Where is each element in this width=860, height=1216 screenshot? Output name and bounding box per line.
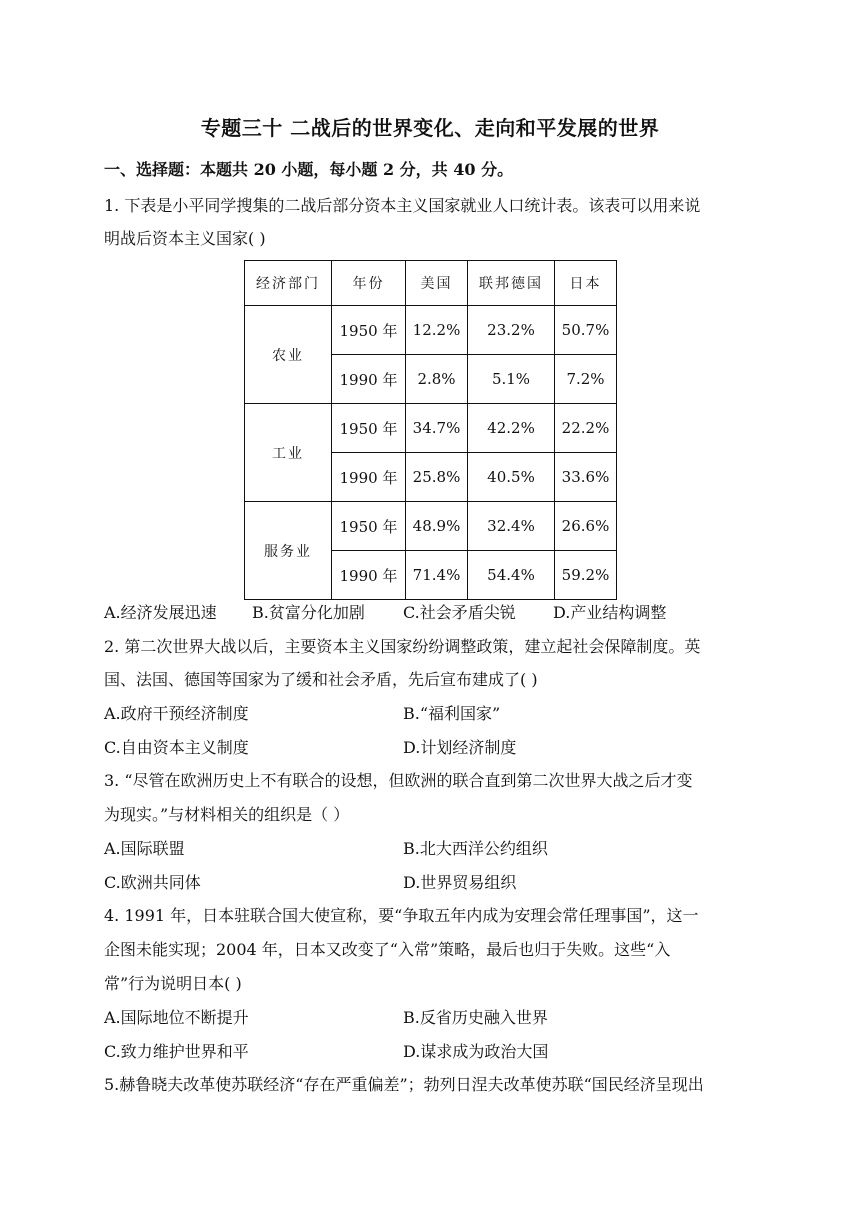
question-3-stem-line-1: 3. “尽管在欧洲历史上不有联合的设想，但欧洲的联合直到第二次世界大战之后才变 bbox=[104, 771, 693, 790]
value-cell: 23.2% bbox=[468, 306, 555, 355]
value-cell: 26.6% bbox=[555, 502, 617, 551]
option-a: A.经济发展迅速 bbox=[104, 603, 217, 622]
option-d: D.谋求成为政治大国 bbox=[403, 1042, 549, 1061]
table-header-cell: 美国 bbox=[406, 261, 468, 306]
question-1-stem-line-2: 明战后资本主义国家( ) bbox=[104, 229, 266, 248]
value-cell: 32.4% bbox=[468, 502, 555, 551]
option-b: B.“福利国家” bbox=[403, 704, 501, 723]
question-4-stem-line-3: 常”行为说明日本( ) bbox=[104, 974, 242, 993]
option-c: C.欧洲共同体 bbox=[104, 873, 201, 892]
value-cell: 42.2% bbox=[468, 404, 555, 453]
value-cell: 71.4% bbox=[406, 551, 468, 600]
table-header-cell: 年份 bbox=[332, 261, 406, 306]
value-cell: 54.4% bbox=[468, 551, 555, 600]
value-cell: 59.2% bbox=[555, 551, 617, 600]
option-d: D.产业结构调整 bbox=[553, 603, 667, 622]
question-3-stem-line-2: 为现实。”与材料相关的组织是（ ） bbox=[104, 805, 350, 824]
question-4-stem-line-1: 4. 1991 年，日本驻联合国大使宣称，要“争取五年内成为安理会常任理事国”，这一 bbox=[104, 906, 699, 925]
sector-cell: 工业 bbox=[245, 404, 332, 502]
value-cell: 22.2% bbox=[555, 404, 617, 453]
option-c: C.社会矛盾尖锐 bbox=[403, 603, 516, 622]
question-4-options-row-1 bbox=[104, 1008, 754, 1028]
option-d: D.计划经济制度 bbox=[403, 738, 517, 757]
year-cell: 1990 年 bbox=[332, 551, 406, 600]
question-2-options-row-1 bbox=[104, 704, 754, 724]
question-1-options bbox=[104, 603, 754, 623]
option-c: C.致力维护世界和平 bbox=[104, 1042, 249, 1061]
option-d: D.世界贸易组织 bbox=[403, 873, 517, 892]
question-2-options-row-2 bbox=[104, 738, 754, 758]
table-row bbox=[245, 306, 617, 355]
section-heading: 一、选择题：本题共 20 小题，每小题 2 分，共 40 分。 bbox=[104, 160, 514, 179]
option-a: A.政府干预经济制度 bbox=[104, 704, 249, 723]
value-cell: 48.9% bbox=[406, 502, 468, 551]
table-row bbox=[245, 502, 617, 551]
table-row bbox=[245, 404, 617, 453]
question-3-options-row-2 bbox=[104, 873, 754, 893]
question-2-stem-line-1: 2. 第二次世界大战以后，主要资本主义国家纷纷调整政策，建立起社会保障制度。英 bbox=[104, 637, 701, 656]
value-cell: 7.2% bbox=[555, 355, 617, 404]
option-a: A.国际联盟 bbox=[104, 839, 185, 858]
option-a: A.国际地位不断提升 bbox=[104, 1008, 249, 1027]
year-cell: 1990 年 bbox=[332, 355, 406, 404]
value-cell: 33.6% bbox=[555, 453, 617, 502]
option-b: B.贫富分化加剧 bbox=[252, 603, 365, 622]
question-3-options-row-1 bbox=[104, 839, 754, 859]
option-b: B.反省历史融入世界 bbox=[403, 1008, 548, 1027]
value-cell: 12.2% bbox=[406, 306, 468, 355]
table-header-cell: 日本 bbox=[555, 261, 617, 306]
question-4-options-row-2 bbox=[104, 1042, 754, 1062]
value-cell: 2.8% bbox=[406, 355, 468, 404]
sector-cell: 农业 bbox=[245, 306, 332, 404]
option-b: B.北大西洋公约组织 bbox=[403, 839, 548, 858]
employment-table bbox=[244, 260, 617, 600]
year-cell: 1950 年 bbox=[332, 404, 406, 453]
value-cell: 50.7% bbox=[555, 306, 617, 355]
year-cell: 1950 年 bbox=[332, 306, 406, 355]
option-c: C.自由资本主义制度 bbox=[104, 738, 249, 757]
value-cell: 40.5% bbox=[468, 453, 555, 502]
value-cell: 34.7% bbox=[406, 404, 468, 453]
year-cell: 1990 年 bbox=[332, 453, 406, 502]
question-1-stem-line-1: 1. 下表是小平同学搜集的二战后部分资本主义国家就业人口统计表。该表可以用来说 bbox=[104, 196, 701, 215]
table-header-row bbox=[245, 261, 617, 306]
page-title: 专题三十 二战后的世界变化、走向和平发展的世界 bbox=[200, 116, 660, 140]
question-5-stem-line-1: 5.赫鲁晓夫改革使苏联经济“存在严重偏差”；勃列日涅夫改革使苏联“国民经济呈现出 bbox=[104, 1075, 704, 1094]
year-cell: 1950 年 bbox=[332, 502, 406, 551]
question-4-stem-line-2: 企图未能实现；2004 年，日本又改变了“入常”策略，最后也归于失败。这些“入 bbox=[104, 940, 671, 959]
question-2-stem-line-2: 国、法国、德国等国家为了缓和社会矛盾，先后宣布建成了( ) bbox=[104, 670, 538, 689]
table-header-cell: 联邦德国 bbox=[468, 261, 555, 306]
value-cell: 25.8% bbox=[406, 453, 468, 502]
value-cell: 5.1% bbox=[468, 355, 555, 404]
table-header-cell: 经济部门 bbox=[245, 261, 332, 306]
sector-cell: 服务业 bbox=[245, 502, 332, 600]
